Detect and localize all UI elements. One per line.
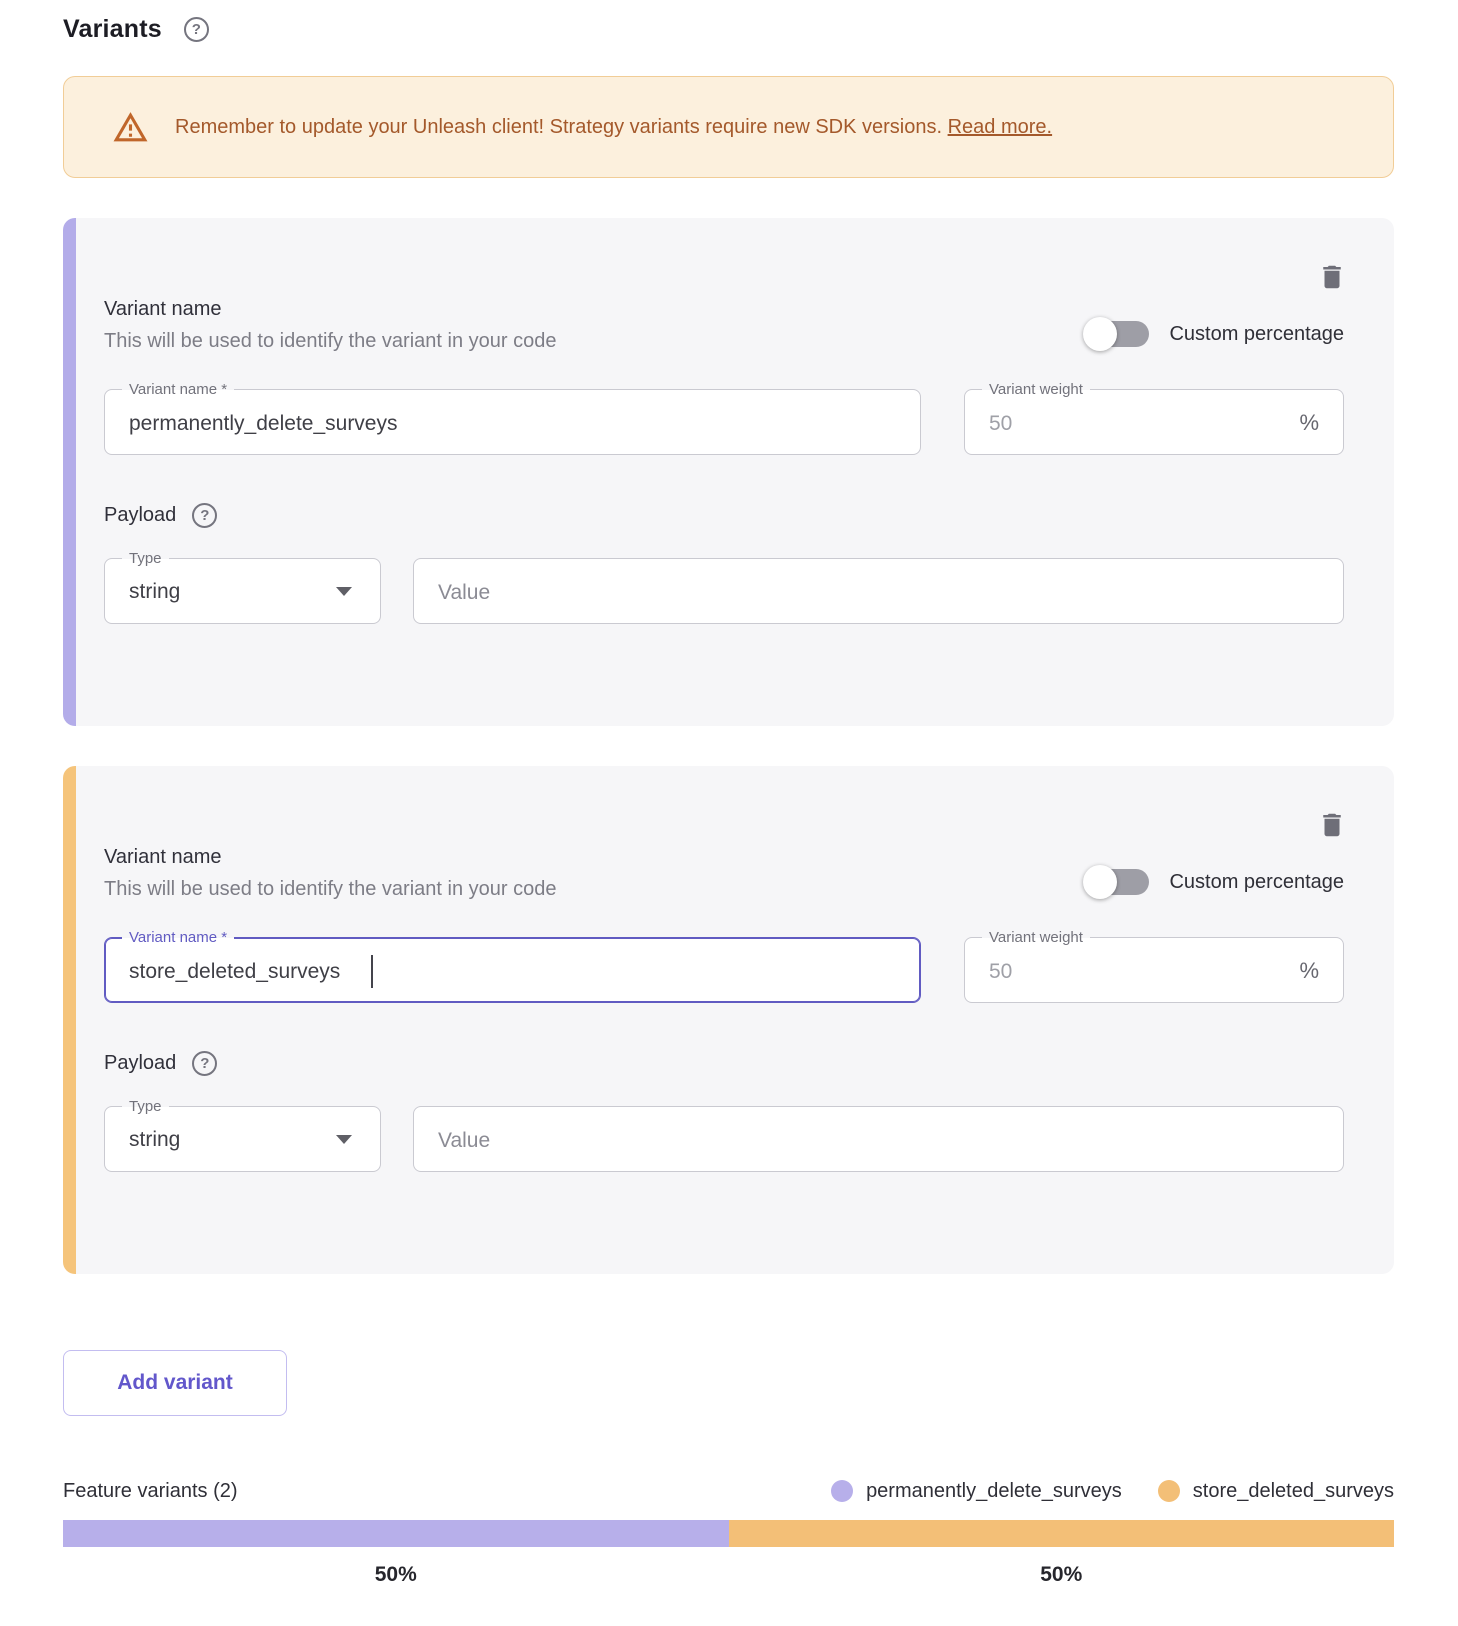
chevron-down-icon <box>336 587 352 596</box>
variant-name-field-label: Variant name * <box>122 929 234 947</box>
percent-suffix: % <box>1299 958 1319 984</box>
trash-icon <box>1317 262 1347 292</box>
alert-message-text: Remember to update your Unleash client! Strategy variants require new SDK versions. <box>175 115 943 138</box>
bar-labels <box>63 1563 1394 1616</box>
variants-legend <box>831 1480 1394 1503</box>
payload-heading: Payload <box>104 1052 177 1074</box>
alert-message <box>175 116 1052 139</box>
legend-label: permanently_delete_surveys <box>866 1479 1122 1502</box>
payload-type-select[interactable] <box>104 1098 381 1172</box>
bar-segment <box>729 1520 1395 1547</box>
legend-dot <box>1158 1480 1180 1502</box>
variant-weight-field-label: Variant weight <box>982 381 1090 399</box>
variant-weight-input[interactable] <box>965 390 1343 454</box>
variant-name-field-label: Variant name * <box>122 381 234 399</box>
legend-dot <box>831 1480 853 1502</box>
text-cursor <box>371 955 373 988</box>
payload-type-label: Type <box>122 1098 169 1116</box>
sdk-warning-alert <box>63 76 1394 178</box>
variant-weight-input[interactable] <box>965 938 1343 1002</box>
legend-item <box>1158 1480 1394 1503</box>
variant-card <box>63 766 1394 1274</box>
variant-name-description: This will be used to identify the variant in your code <box>104 330 557 352</box>
variant-weight-field <box>964 929 1344 1003</box>
delete-variant-button[interactable] <box>1312 258 1352 298</box>
page-title-row <box>63 12 1394 46</box>
variant-name-input[interactable] <box>105 938 920 1002</box>
variants-help-icon[interactable]: ? <box>184 17 209 42</box>
payload-type-value: string <box>129 1127 181 1151</box>
payload-value-field <box>413 1106 1344 1172</box>
payload-help-icon[interactable]: ? <box>192 1051 217 1076</box>
legend-label: store_deleted_surveys <box>1192 1479 1394 1502</box>
payload-value-input[interactable] <box>414 559 1343 623</box>
bar-segment <box>63 1520 729 1547</box>
payload-type-select[interactable] <box>104 550 381 624</box>
variant-name-heading: Variant name <box>104 298 222 320</box>
custom-percentage-label: Custom percentage <box>1169 322 1344 345</box>
payload-value-input[interactable] <box>414 1107 1343 1171</box>
variant-weight-field <box>964 381 1344 455</box>
segment-percent-label: 50% <box>1040 1563 1083 1586</box>
variant-name-field <box>104 929 921 1003</box>
variant-name-input[interactable] <box>105 390 920 454</box>
feature-variants-heading: Feature variants (2) <box>63 1479 238 1502</box>
delete-variant-button[interactable] <box>1312 806 1352 846</box>
variants-page <box>63 0 1394 1616</box>
variant-name-heading-block <box>104 298 556 353</box>
warning-triangle-icon <box>112 109 149 146</box>
percent-suffix: % <box>1299 410 1319 436</box>
variant-name-description: This will be used to identify the variant in your code <box>104 878 557 900</box>
variant-card <box>63 218 1394 726</box>
payload-value-field <box>413 558 1344 624</box>
legend-item <box>831 1480 1122 1503</box>
payload-heading: Payload <box>104 504 177 526</box>
variants-distribution-bar <box>63 1520 1394 1547</box>
custom-percentage-toggle[interactable] <box>1083 317 1149 351</box>
variant-name-heading: Variant name <box>104 846 222 868</box>
payload-type-label: Type <box>122 550 169 568</box>
custom-percentage-toggle[interactable] <box>1083 865 1149 899</box>
segment-percent-label: 50% <box>374 1563 417 1586</box>
page-title: Variants <box>63 14 162 43</box>
payload-help-icon[interactable]: ? <box>192 503 217 528</box>
trash-icon <box>1317 810 1347 840</box>
chevron-down-icon <box>336 1135 352 1144</box>
variant-weight-field-label: Variant weight <box>982 929 1090 947</box>
add-variant-button[interactable]: Add variant <box>63 1350 287 1416</box>
read-more-link[interactable]: Read more. <box>947 115 1053 138</box>
variant-name-field <box>104 381 921 455</box>
custom-percentage-label: Custom percentage <box>1169 870 1344 893</box>
variant-name-heading-block <box>104 846 556 901</box>
payload-type-value: string <box>129 579 181 603</box>
